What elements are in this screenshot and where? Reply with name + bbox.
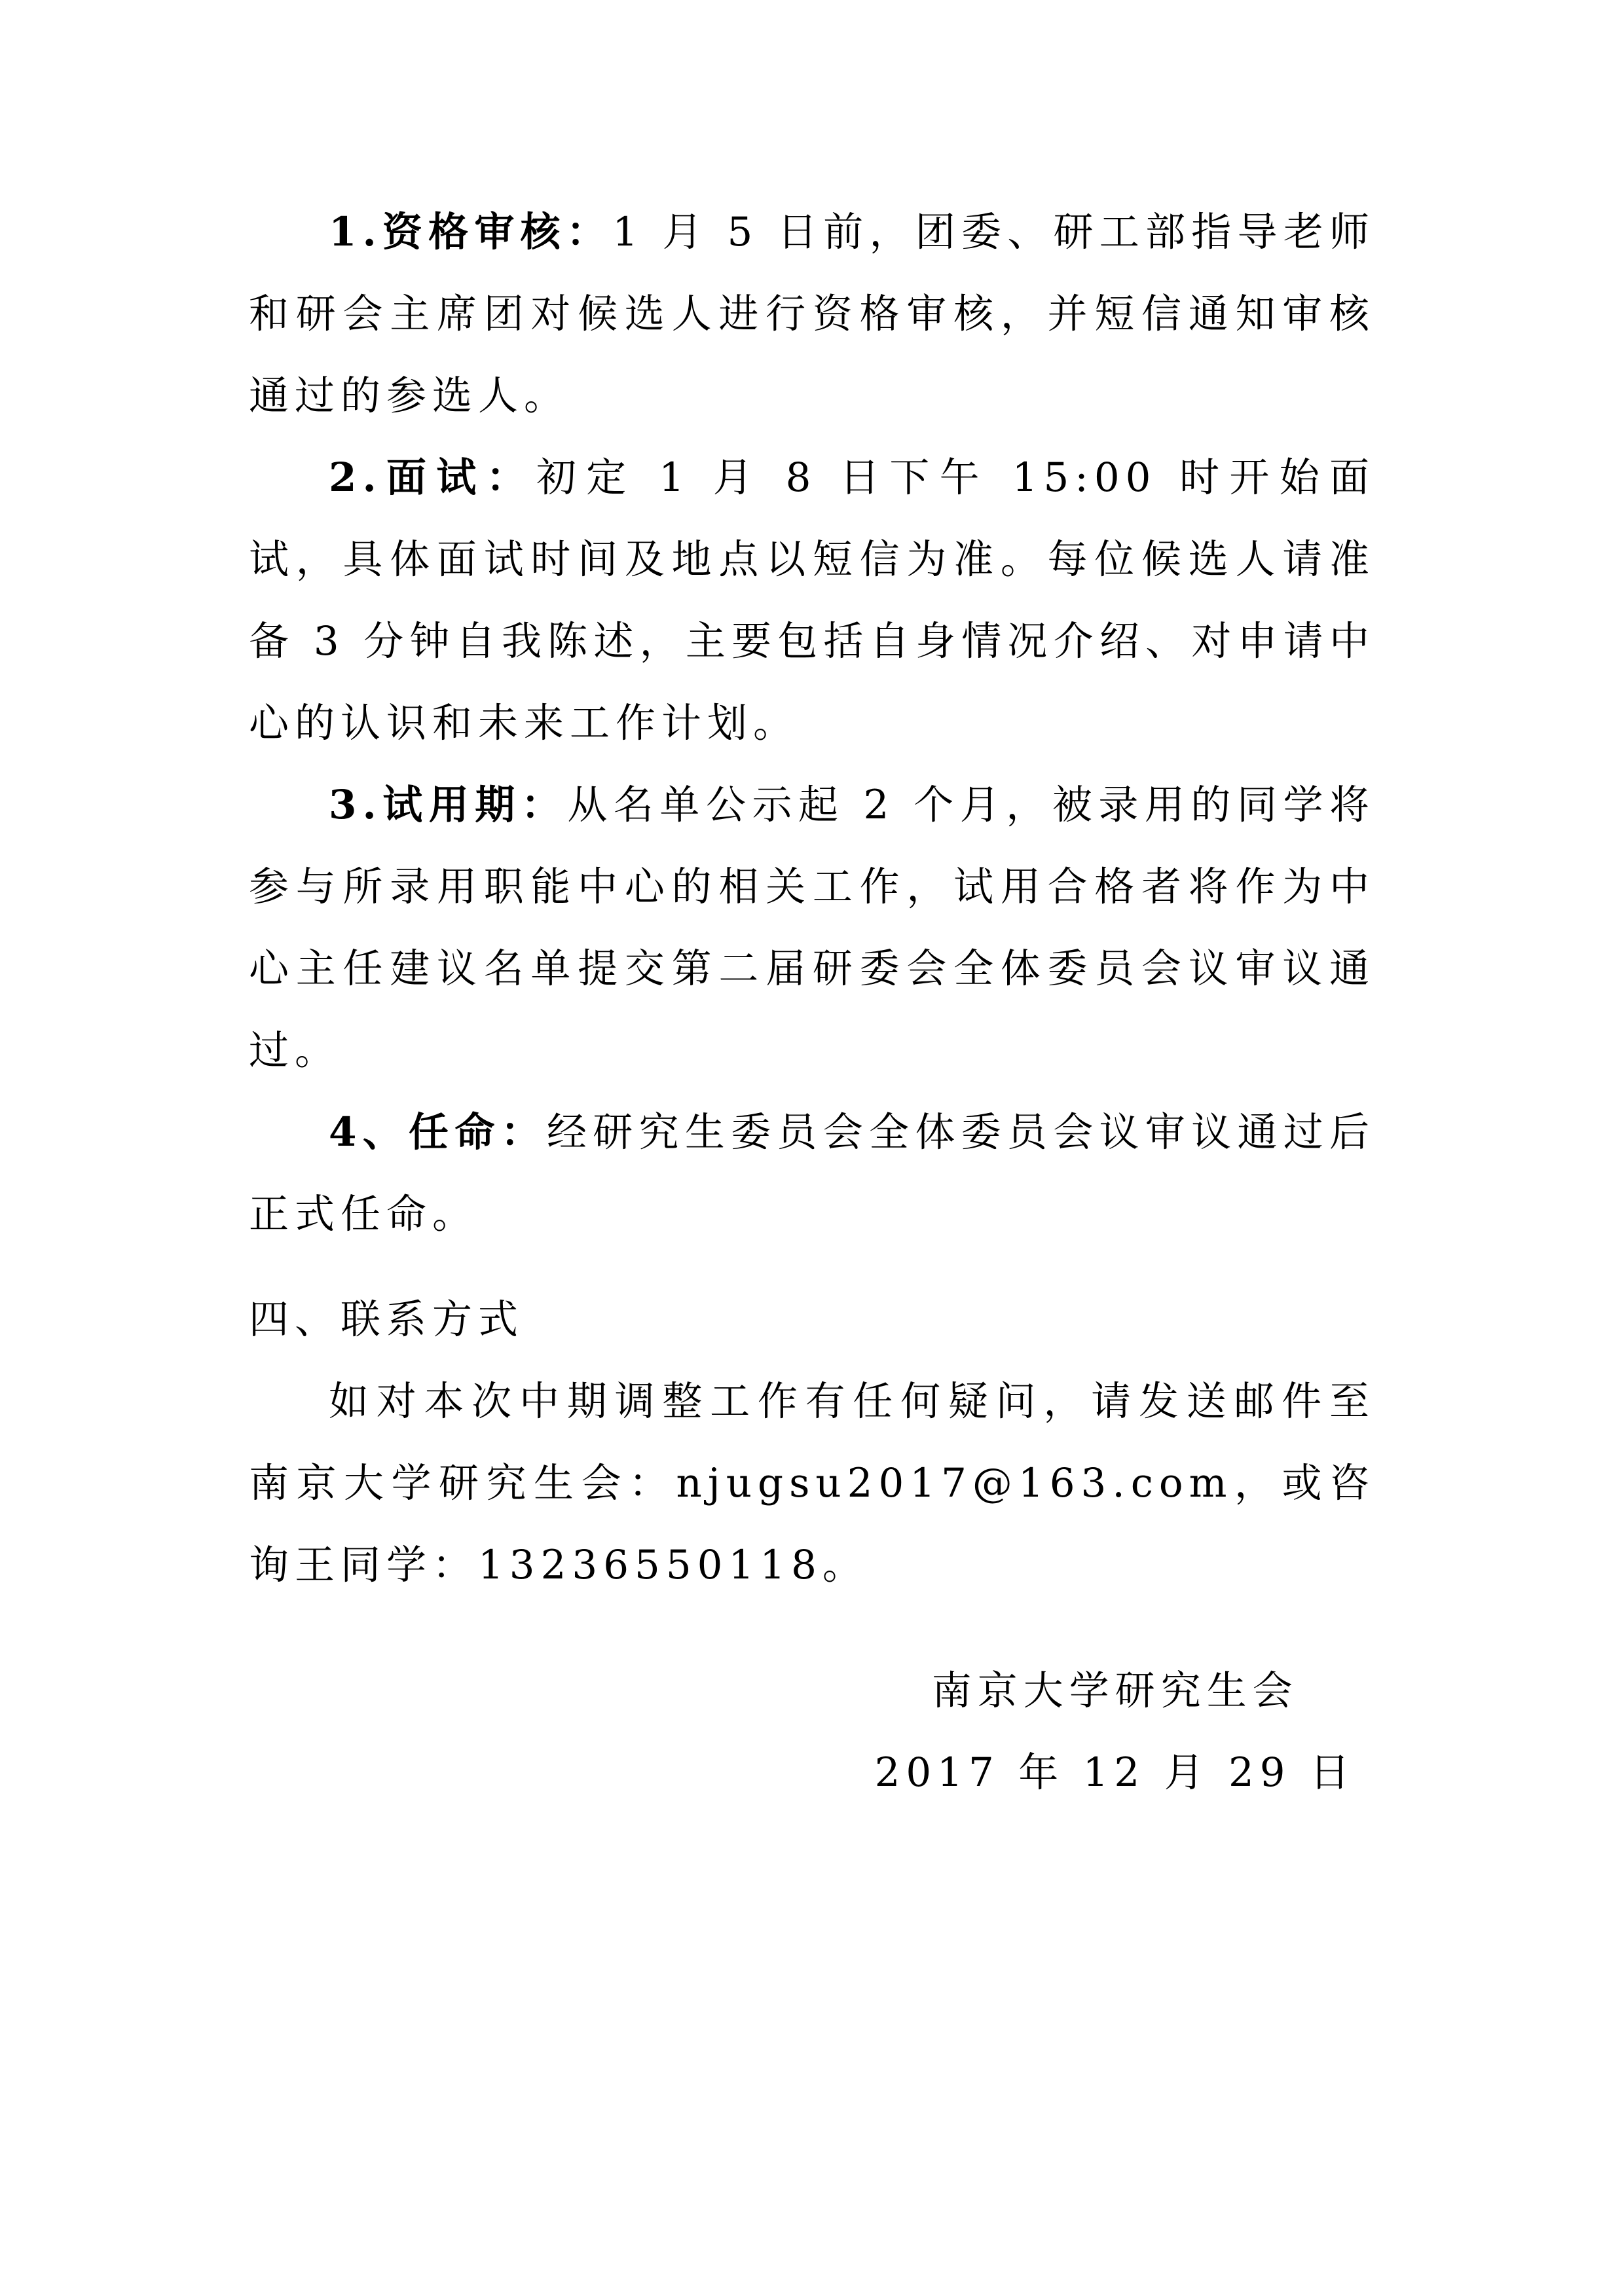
item-label: 1.资格审核：: [329, 209, 613, 255]
contact-paragraph: 如对本次中期调整工作有任何疑问，请发送邮件至南京大学研究生会：njugsu2017@163.com，或咨询王同学：13236550118。: [249, 1378, 1375, 1588]
item-probation: [249, 764, 1375, 1091]
item-interview: [249, 437, 1375, 764]
signature-organization: 南京大学研究生会: [931, 1667, 1299, 1714]
item-appointment: [249, 1091, 1375, 1255]
item-qualification-review: [249, 191, 1375, 437]
item-text: 从名单公示起 2 个月，被录用的同学将参与所录用职能中心的相关工作，试用合格者将作为中心主任建议名单提交第二届研委会全体委员会议审议通过。: [249, 782, 1376, 1074]
signature-date: 2017 年 12 月 29 日: [874, 1749, 1356, 1796]
item-label: 4、任命：: [329, 1109, 547, 1156]
signature-block: [875, 1650, 1356, 1813]
contact-heading: 四、联系方式: [249, 1296, 525, 1343]
document-body: [249, 191, 1375, 1606]
item-label: 3.试用期：: [329, 782, 568, 828]
item-text: 经研究生委员会全体委员会议审议通过后正式任命。: [249, 1109, 1375, 1237]
item-text: 初定 1 月 8 日下午 15:00 时开始面试，具体面试时间及地点以短信为准。每位候选人请准备 3 分钟自我陈述，主要包括自身情况介绍、对申请中心的认识和未来工作计划。: [249, 454, 1375, 746]
item-text: 1 月 5 日前，团委、研工部指导老师和研会主席团对候选人进行资格审核，并短信通知审核通过的参选人。: [249, 209, 1375, 419]
item-label: 2.面试：: [329, 454, 536, 501]
